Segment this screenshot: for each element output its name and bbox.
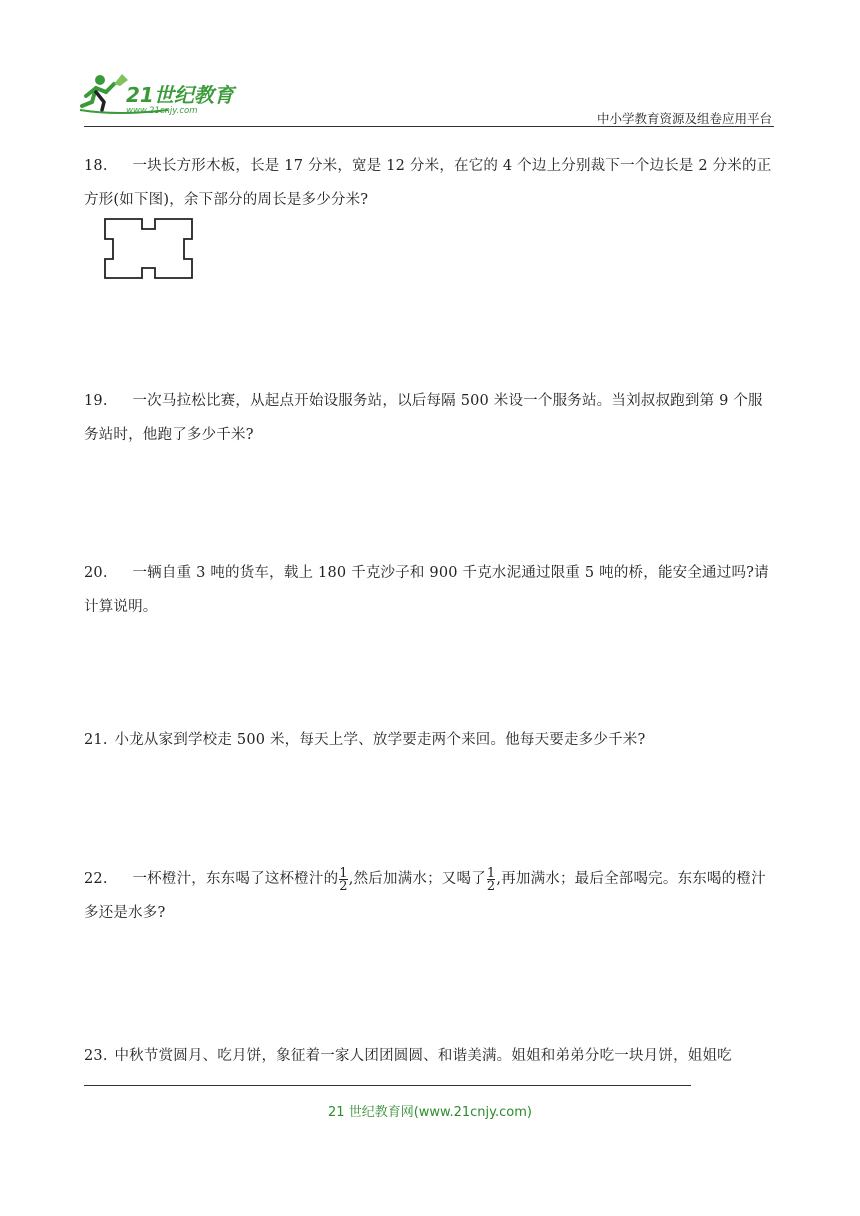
question-21 <box>84 723 774 757</box>
fraction-denominator: 2 <box>339 878 348 894</box>
fraction-denominator: 2 <box>486 878 496 894</box>
question-number: 23. <box>84 1048 108 1064</box>
header-divider <box>84 126 774 127</box>
question-number: 20. <box>84 565 108 581</box>
question-text-part2: ,然后加满水；又喝了 <box>348 871 486 887</box>
fraction-one-half <box>339 865 348 894</box>
question-20 <box>84 556 774 624</box>
question-number: 22. <box>84 871 108 887</box>
question-number: 19. <box>84 393 108 409</box>
question-text: 一次马拉松比赛，从起点开始设服务站，以后每隔 500 米设一个服务站。当刘叔叔跑到第 9 个服务站时，他跑了多少千米? <box>84 393 763 443</box>
logo-url: www.21cnjy.com <box>126 106 198 116</box>
logo-title: 21世纪教育 <box>126 83 234 107</box>
site-logo <box>78 66 258 118</box>
fraction-numerator: 1 <box>339 865 348 881</box>
question-23 <box>84 1039 774 1073</box>
platform-name: 中小学教育资源及组卷应用平台 <box>596 111 772 126</box>
question-number: 18. <box>84 158 108 174</box>
question-19 <box>84 384 774 452</box>
question-text: 小龙从家到学校走 500 米，每天上学、放学要走两个来回。他每天要走多少千米? <box>114 732 646 748</box>
question-22 <box>84 862 774 930</box>
fraction-one-half <box>486 865 496 894</box>
question-text-part3: ,再加满水；最后全部喝完。东东喝的橙汁多还是水多? <box>84 871 766 921</box>
board-figure <box>104 218 194 280</box>
question-text: 一辆自重 3 吨的货车，载上 180 千克沙子和 900 千克水泥通过限重 5 吨的桥，能安全通过吗?请计算说明。 <box>84 565 769 615</box>
question-18 <box>84 149 774 217</box>
question-text: 中秋节赏圆月、吃月饼，象征着一家人团团圆圆、和谐美满。姐姐和弟弟分吃一块月饼，姐姐吃 <box>114 1048 732 1064</box>
question-text: 一块长方形木板，长是 17 分米，宽是 12 分米，在它的 4 个边上分别裁下一个边长是 2 分米的正方形(如下图)，余下部分的周长是多少分米? <box>84 158 772 208</box>
question-number: 21. <box>84 732 108 748</box>
footer-divider <box>84 1085 691 1086</box>
fraction-numerator: 1 <box>486 865 496 881</box>
question-text-part1: 一杯橙汁，东东喝了这杯橙汁的 <box>132 871 339 887</box>
footer-site-link[interactable]: 21 世纪教育网(www.21cnjy.com) <box>328 1105 532 1120</box>
